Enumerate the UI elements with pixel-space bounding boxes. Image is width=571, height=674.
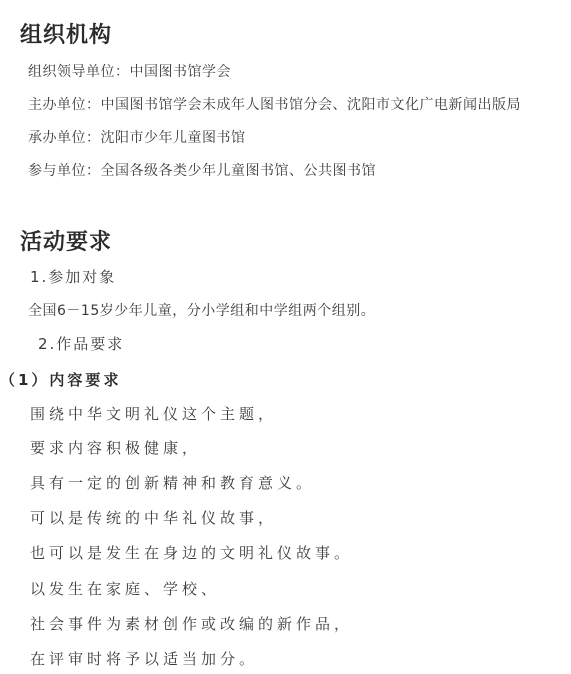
sub-content-title: （1）内容要求 xyxy=(0,371,122,389)
org-line-participant-unit: 参与单位：全国各级各类少年儿童图书馆、公共图书馆 xyxy=(28,163,376,179)
org-line-organizer-unit: 承办单位：沈阳市少年儿童图书馆 xyxy=(28,130,246,146)
section-title-organization: 组织机构 xyxy=(20,23,113,48)
content-line: 也可以是发生在身边的文明礼仪故事。 xyxy=(30,544,354,562)
content-line: 要求内容积极健康， xyxy=(30,439,202,457)
content-line: 社会事件为素材创作或改编的新作品， xyxy=(30,615,354,633)
content-line: 围绕中华文明礼仪这个主题， xyxy=(30,405,278,423)
item-participants-title: 1.参加对象 xyxy=(30,268,117,286)
org-line-leading-unit: 组织领导单位：中国图书馆学会 xyxy=(28,64,231,80)
content-line: 以发生在家庭、学校、 xyxy=(30,580,221,598)
content-line: 具有一定的创新精神和教育意义。 xyxy=(30,474,316,492)
content-line: 在评审时将予以适当加分。 xyxy=(30,650,259,668)
org-line-host-unit: 主办单位：中国图书馆学会未成年人图书馆分会、沈阳市文化广电新闻出版局 xyxy=(28,97,521,113)
item-works-title: 2.作品要求 xyxy=(38,335,125,353)
item-participants-body: 全国6－15岁少年儿童，分小学组和中学组两个组别。 xyxy=(28,303,376,319)
section-title-requirements: 活动要求 xyxy=(20,230,113,255)
content-line: 可以是传统的中华礼仪故事， xyxy=(30,509,278,527)
